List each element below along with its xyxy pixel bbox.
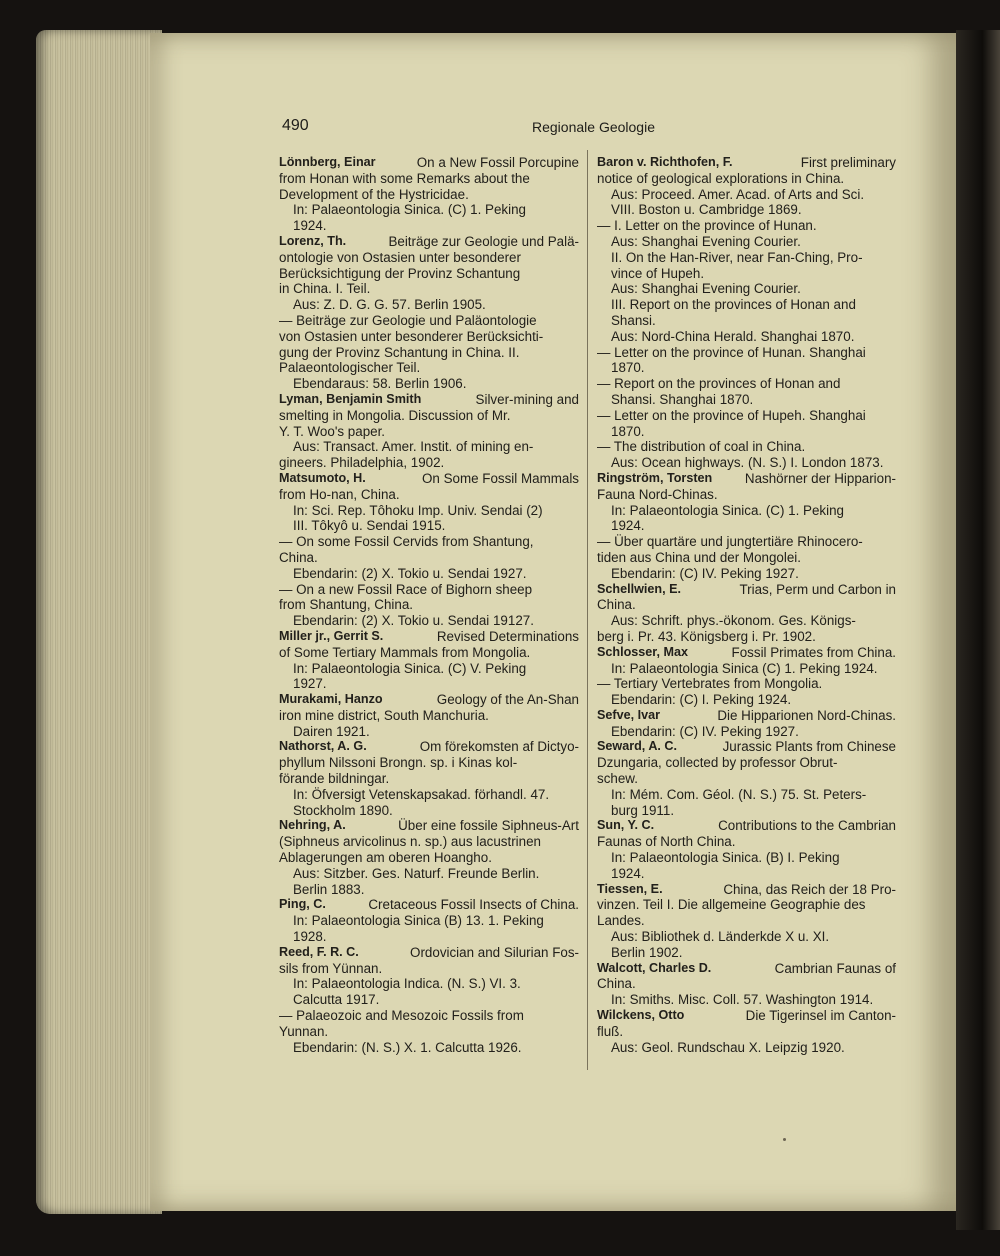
entry-line [597, 597, 896, 613]
entry-text: gung der Provinz Schantung in China. II. [279, 344, 520, 360]
entry-line [279, 376, 579, 392]
entry-line [597, 629, 896, 645]
entry-title-start: Cretaceous Fossil Insects of China. [368, 897, 579, 913]
entry-text: Aus: Nord-China Herald. Shanghai 1870. [611, 328, 855, 344]
entry-author: Wilckens, Otto [597, 1008, 685, 1023]
page-number: 490 [282, 117, 309, 134]
entry-text: China. [279, 549, 318, 565]
bibliography-entry [597, 882, 896, 961]
entry-text: 1924. [293, 218, 327, 234]
entry-title-start: China, das Reich der 18 Pro- [723, 881, 896, 897]
entry-line [279, 202, 579, 218]
entry-author: Nathorst, A. G. [279, 739, 367, 754]
entry-text: 1927. [293, 676, 327, 692]
entry-text: Aus: Z. D. G. G. 57. Berlin 1905. [293, 297, 486, 313]
bibliography-entry [279, 471, 579, 629]
entry-line [279, 250, 579, 266]
entry-line [279, 218, 579, 234]
entry-title-start: Trias, Perm und Carbon in [739, 581, 896, 597]
entry-text: In: Palaeontologia Sinica (B) 13. 1. Peking [293, 913, 544, 929]
entry-line [279, 281, 579, 297]
entry-author: Schellwien, E. [597, 581, 681, 596]
bibliography-entry [279, 739, 579, 818]
entry-line [597, 503, 896, 519]
entry-text: in China. I. Teil. [279, 281, 371, 297]
entry-line [597, 455, 896, 471]
entry-line [597, 218, 896, 234]
entry-text: — Report on the provinces of Honan and [597, 376, 841, 392]
entry-text: Aus: Bibliothek d. Länderkde X u. XI. [611, 929, 830, 945]
entry-line [597, 676, 896, 692]
entry-line [279, 613, 579, 629]
entry-text: II. On the Han-River, near Fan-Ching, Pro- [611, 249, 863, 265]
entry-line [279, 550, 579, 566]
entry-text: (Siphneus arvicolinus n. sp.) aus lacustrinen [279, 834, 541, 850]
entry-line [597, 929, 896, 945]
entry-line [279, 676, 579, 692]
entry-line [279, 597, 579, 613]
entry-line [597, 945, 896, 961]
entry-line [279, 645, 579, 661]
entry-line [597, 755, 896, 771]
entry-text: Development of the Hystricidae. [279, 186, 469, 202]
entry-line [597, 787, 896, 803]
entry-text: Aus: Geol. Rundschau X. Leipzig 1920. [611, 1039, 845, 1055]
entry-text: Landes. [597, 913, 645, 929]
entry-line [597, 487, 896, 503]
entry-text: of Some Tertiary Mammals from Mongolia. [279, 644, 531, 660]
entry-text: Berlin 1902. [611, 944, 683, 960]
entry-line [279, 187, 579, 203]
entry-line [597, 297, 896, 313]
entry-first-line [597, 1008, 896, 1024]
running-head [282, 117, 978, 137]
entry-text: Ebendarin: (C) IV. Peking 1927. [611, 723, 799, 739]
entry-first-line [597, 471, 896, 487]
entry-line [279, 992, 579, 1008]
entry-text: Ebendarin: (2) X. Tokio u. Sendai 1927. [293, 565, 527, 581]
entry-text: sils from Yünnan. [279, 960, 383, 976]
entry-title-start: Ordovician and Silurian Fos- [410, 944, 579, 960]
entry-line [597, 550, 896, 566]
entry-text: In: Palaeontologia Sinica. (C) 1. Peking [611, 502, 844, 518]
entry-line [597, 266, 896, 282]
entry-text: schew. [597, 771, 638, 787]
entry-author: Tiessen, E. [597, 881, 663, 896]
entry-line [597, 834, 896, 850]
entry-text: from Honan with some Remarks about the [279, 170, 530, 186]
right-column [597, 155, 896, 1055]
entry-first-line [597, 645, 896, 661]
bibliography-entry [279, 392, 579, 471]
left-column [279, 155, 579, 1055]
bibliography-entry [597, 645, 896, 708]
bibliography-entry [597, 739, 896, 818]
entry-text: 1870. [611, 423, 645, 439]
entry-line [597, 376, 896, 392]
entry-first-line [279, 897, 579, 913]
entry-author: Lyman, Benjamin Smith [279, 391, 422, 406]
column-rule [587, 150, 588, 1070]
entry-text: China. [597, 976, 636, 992]
entry-author: Nehring, A. [279, 818, 346, 833]
entry-author: Walcott, Charles D. [597, 960, 712, 975]
entry-text: Fauna Nord-Chinas. [597, 486, 718, 502]
entry-line [597, 313, 896, 329]
entry-line [597, 250, 896, 266]
entry-first-line [279, 818, 579, 834]
entry-text: Palaeontologischer Teil. [279, 360, 421, 376]
entry-author: Ringström, Torsten [597, 470, 713, 485]
entry-title-start: On a New Fossil Porcupine [416, 155, 579, 170]
entry-line [279, 1040, 579, 1056]
entry-text: In: Smiths. Misc. Coll. 57. Washington 1914. [611, 992, 874, 1008]
entry-title-start: Jurassic Plants from Chinese [722, 739, 896, 755]
entry-first-line [597, 582, 896, 598]
entry-line [597, 424, 896, 440]
entry-text: In: Palaeontologia Sinica (C) 1. Peking 1924. [611, 660, 878, 676]
entry-first-line [279, 692, 579, 708]
entry-text: Berücksichtigung der Provinz Schantung [279, 265, 521, 281]
entry-author: Lönnberg, Einar [279, 155, 376, 169]
entry-line [279, 297, 579, 313]
page-edges [36, 30, 162, 1214]
entry-text: notice of geological explorations in China. [597, 170, 845, 186]
entry-line [597, 850, 896, 866]
entry-line [279, 360, 579, 376]
entry-line [279, 313, 579, 329]
entry-author: Sefve, Ivar [597, 707, 661, 722]
entry-text: Aus: Sitzber. Ges. Naturf. Freunde Berlin. [293, 865, 540, 881]
entry-text: Dairen 1921. [293, 723, 370, 739]
entry-text: Aus: Transact. Amer. Instit. of mining en- [293, 439, 534, 455]
entry-line [597, 661, 896, 677]
entry-line [597, 171, 896, 187]
entry-line [279, 439, 579, 455]
entry-text: vinzen. Teil I. Die allgemeine Geographie des [597, 897, 866, 913]
entry-author: Sun, Y. C. [597, 818, 655, 833]
entry-line [279, 424, 579, 440]
bibliography-entry [279, 234, 579, 392]
bibliography-entry [597, 582, 896, 645]
entry-line [279, 976, 579, 992]
entry-first-line [279, 155, 579, 171]
entry-line [597, 392, 896, 408]
entry-author: Reed, F. R. C. [279, 944, 359, 959]
bibliography-entry [279, 155, 579, 234]
entry-text: Ablagerungen am oberen Hoangho. [279, 850, 492, 866]
entry-line [279, 755, 579, 771]
entry-line [279, 455, 579, 471]
entry-line [597, 692, 896, 708]
entry-line [597, 897, 896, 913]
entry-author: Schlosser, Max [597, 644, 689, 659]
entry-line [279, 724, 579, 740]
entry-first-line [597, 739, 896, 755]
entry-author: Matsumoto, H. [279, 470, 366, 485]
bibliography-entry [597, 961, 896, 1008]
entry-title-start: Über eine fossile Siphneus-Art [398, 818, 579, 834]
bibliography-entry [279, 692, 579, 739]
entry-text: phyllum Nilssoni Brongn. sp. i Kinas kol- [279, 755, 518, 771]
entry-line [597, 360, 896, 376]
entry-text: — I. Letter on the province of Hunan. [597, 218, 817, 234]
entry-author: Baron v. Richthofen, F. [597, 155, 733, 169]
entry-text: 1924. [611, 518, 645, 534]
entry-line [597, 992, 896, 1008]
entry-line [279, 1024, 579, 1040]
entry-text: von Ostasien unter besonderer Berücksichti- [279, 328, 544, 344]
entry-line [279, 518, 579, 534]
entry-author: Ping, C. [279, 897, 326, 912]
entry-text: Ebendarin: (C) I. Peking 1924. [611, 692, 792, 708]
entry-line [279, 503, 579, 519]
entry-line [279, 771, 579, 787]
entry-text: burg 1911. [611, 802, 675, 818]
entry-text: 1870. [611, 360, 645, 376]
entry-text: ontologie von Ostasien unter besonderer [279, 249, 521, 265]
entry-line [597, 1024, 896, 1040]
entry-title-start: Contributions to the Cambrian [718, 818, 896, 834]
entry-line [279, 834, 579, 850]
entry-text: from Shantung, China. [279, 597, 413, 613]
entry-line [597, 281, 896, 297]
entry-text: Faunas of North China. [597, 834, 736, 850]
entry-text: berg i. Pr. 43. Königsberg i. Pr. 1902. [597, 628, 816, 644]
entry-first-line [279, 234, 579, 250]
entry-line [279, 866, 579, 882]
entry-title-start: Cambrian Faunas of [774, 960, 896, 976]
entry-line [597, 803, 896, 819]
entry-line [279, 882, 579, 898]
entry-text: — Über quartäre und jungtertiäre Rhinocero- [597, 534, 863, 550]
entry-author: Seward, A. C. [597, 739, 678, 754]
entry-line [279, 850, 579, 866]
entry-text: — Tertiary Vertebrates from Mongolia. [597, 676, 823, 692]
entry-line [279, 345, 579, 361]
entry-line [279, 566, 579, 582]
entry-text: — The distribution of coal in China. [597, 439, 806, 455]
entry-text: — On a new Fossil Race of Bighorn sheep [279, 581, 533, 597]
entry-text: Dzungaria, collected by professor Obrut- [597, 755, 838, 771]
entry-line [279, 534, 579, 550]
entry-text: from Ho-nan, China. [279, 486, 400, 502]
entry-line [279, 408, 579, 424]
entry-text: Stockholm 1890. [293, 802, 393, 818]
entry-title-start: Geology of the An-Shan [436, 692, 579, 708]
entry-line [597, 771, 896, 787]
entry-line [279, 803, 579, 819]
entry-text: Yunnan. [279, 1023, 329, 1039]
entry-first-line [279, 739, 579, 755]
entry-text: III. Tôkyô u. Sendai 1915. [293, 518, 446, 534]
entry-text: Y. T. Woo's paper. [279, 423, 386, 439]
bibliography-entry [597, 708, 896, 740]
entry-line [597, 408, 896, 424]
entry-line [597, 439, 896, 455]
entry-author: Miller jr., Gerrit S. [279, 628, 384, 643]
entry-first-line [279, 629, 579, 645]
entry-line [279, 171, 579, 187]
entry-title-start: Beiträge zur Geologie und Palä- [388, 233, 579, 249]
entry-text: 1924. [611, 865, 645, 881]
entry-text: In: Palaeontologia Sinica. (C) 1. Peking [293, 202, 526, 218]
entry-text: Berlin 1883. [293, 881, 365, 897]
bibliography-entry [279, 945, 579, 1056]
bibliography-entry [597, 818, 896, 881]
entry-line [597, 518, 896, 534]
entry-line [279, 1008, 579, 1024]
entry-title-start: On Some Fossil Mammals [422, 470, 579, 486]
entry-line [279, 929, 579, 945]
bibliography-entry [597, 1008, 896, 1055]
entry-text: Aus: Schrift. phys.-ökonom. Ges. Königs- [611, 613, 856, 629]
entry-text: Ebendarin: (2) X. Tokio u. Sendai 19127. [293, 613, 534, 629]
entry-first-line [597, 882, 896, 898]
bibliography-entry [279, 818, 579, 897]
entry-line [279, 961, 579, 977]
entry-first-line [597, 155, 896, 171]
entry-line [597, 234, 896, 250]
entry-text: iron mine district, South Manchuria. [279, 707, 489, 723]
entry-text: Ebendarin: (N. S.) X. 1. Calcutta 1926. [293, 1039, 522, 1055]
entry-text: — Letter on the province of Hunan. Shanghai [597, 344, 866, 360]
bibliography-entry [279, 897, 579, 944]
entry-text: — On some Fossil Cervids from Shantung, [279, 534, 534, 550]
entry-title-start: Om förekomsten af Dictyo- [419, 739, 579, 755]
entry-text: In: Öfversigt Vetenskapsakad. förhandl. 47. [293, 786, 550, 802]
entry-text: VIII. Boston u. Cambridge 1869. [611, 202, 802, 218]
entry-text: Aus: Ocean highways. (N. S.) I. London 1873. [611, 455, 884, 471]
entry-first-line [279, 392, 579, 408]
entry-text: — Palaeozoic and Mesozoic Fossils from [279, 1008, 524, 1024]
entry-text: gineers. Philadelphia, 1902. [279, 455, 445, 471]
entry-text: Aus: Shanghai Evening Courier. [611, 281, 801, 297]
entry-line [597, 976, 896, 992]
ink-speck [783, 1138, 786, 1141]
entry-text: Ebendarin: (C) IV. Peking 1927. [611, 565, 799, 581]
entry-line [597, 187, 896, 203]
entry-line [597, 534, 896, 550]
entry-text: Aus: Proceed. Amer. Acad. of Arts and Sci. [611, 186, 865, 202]
entry-text: förande bildningar. [279, 771, 390, 787]
entry-text: Calcutta 1917. [293, 992, 380, 1008]
entry-text: In: Palaeontologia Sinica. (C) V. Peking [293, 660, 527, 676]
entry-title-start: Die Hipparionen Nord-Chinas. [717, 707, 896, 723]
entry-text: Shansi. Shanghai 1870. [611, 391, 754, 407]
entry-line [597, 913, 896, 929]
entry-line [279, 582, 579, 598]
entry-author: Lorenz, Th. [279, 233, 347, 248]
entry-title-start: Fossil Primates from China. [731, 644, 896, 660]
entry-text: Aus: Shanghai Evening Courier. [611, 233, 801, 249]
entry-line [597, 613, 896, 629]
entry-text: China. [597, 597, 636, 613]
entry-text: tiden aus China und der Mongolei. [597, 549, 801, 565]
entry-author: Murakami, Hanzo [279, 692, 383, 707]
entry-title-start: Nashörner der Hipparion- [744, 470, 896, 486]
entry-line [597, 724, 896, 740]
entry-first-line [597, 708, 896, 724]
entry-line [279, 329, 579, 345]
bibliography-entry [279, 629, 579, 692]
entry-title-start: Die Tigerinsel im Canton- [745, 1008, 896, 1024]
entry-line [597, 345, 896, 361]
entry-text: Ebendaraus: 58. Berlin 1906. [293, 376, 467, 392]
entry-text: In: Sci. Rep. Tôhoku Imp. Univ. Sendai (2) [293, 502, 543, 518]
entry-line [597, 329, 896, 345]
entry-first-line [597, 961, 896, 977]
entry-text: vince of Hupeh. [611, 265, 705, 281]
entry-first-line [279, 945, 579, 961]
entry-text: In: Mém. Com. Géol. (N. S.) 75. St. Peters- [611, 786, 867, 802]
entry-line [279, 487, 579, 503]
entry-line [279, 661, 579, 677]
bibliography-entry [597, 471, 896, 582]
entry-text: smelting in Mongolia. Discussion of Mr. [279, 407, 511, 423]
entry-text: 1928. [293, 929, 327, 945]
bibliography-entry [597, 155, 896, 471]
entry-line [597, 1040, 896, 1056]
entry-line [279, 787, 579, 803]
book-gutter [956, 30, 1000, 1230]
entry-title-start: Silver-mining and [475, 391, 579, 407]
running-title: Regionale Geologie [532, 119, 655, 135]
entry-line [597, 202, 896, 218]
entry-line [279, 708, 579, 724]
entry-text: In: Palaeontologia Sinica. (B) I. Peking [611, 850, 840, 866]
entry-text: III. Report on the provinces of Honan and [611, 297, 856, 313]
entry-first-line [279, 471, 579, 487]
entry-text: Shansi. [611, 312, 656, 328]
entry-text: fluß. [597, 1023, 624, 1039]
entry-line [279, 913, 579, 929]
entry-text: — Beiträge zur Geologie und Paläontologie [279, 312, 537, 328]
entry-text: — Letter on the province of Hupeh. Shanghai [597, 407, 866, 423]
entry-line [597, 566, 896, 582]
entry-line [597, 866, 896, 882]
entry-first-line [597, 818, 896, 834]
entry-line [279, 266, 579, 282]
entry-title-start: Revised Determinations [436, 628, 579, 644]
entry-title-start: First preliminary [800, 155, 896, 170]
entry-text: In: Palaeontologia Indica. (N. S.) VI. 3. [293, 976, 521, 992]
